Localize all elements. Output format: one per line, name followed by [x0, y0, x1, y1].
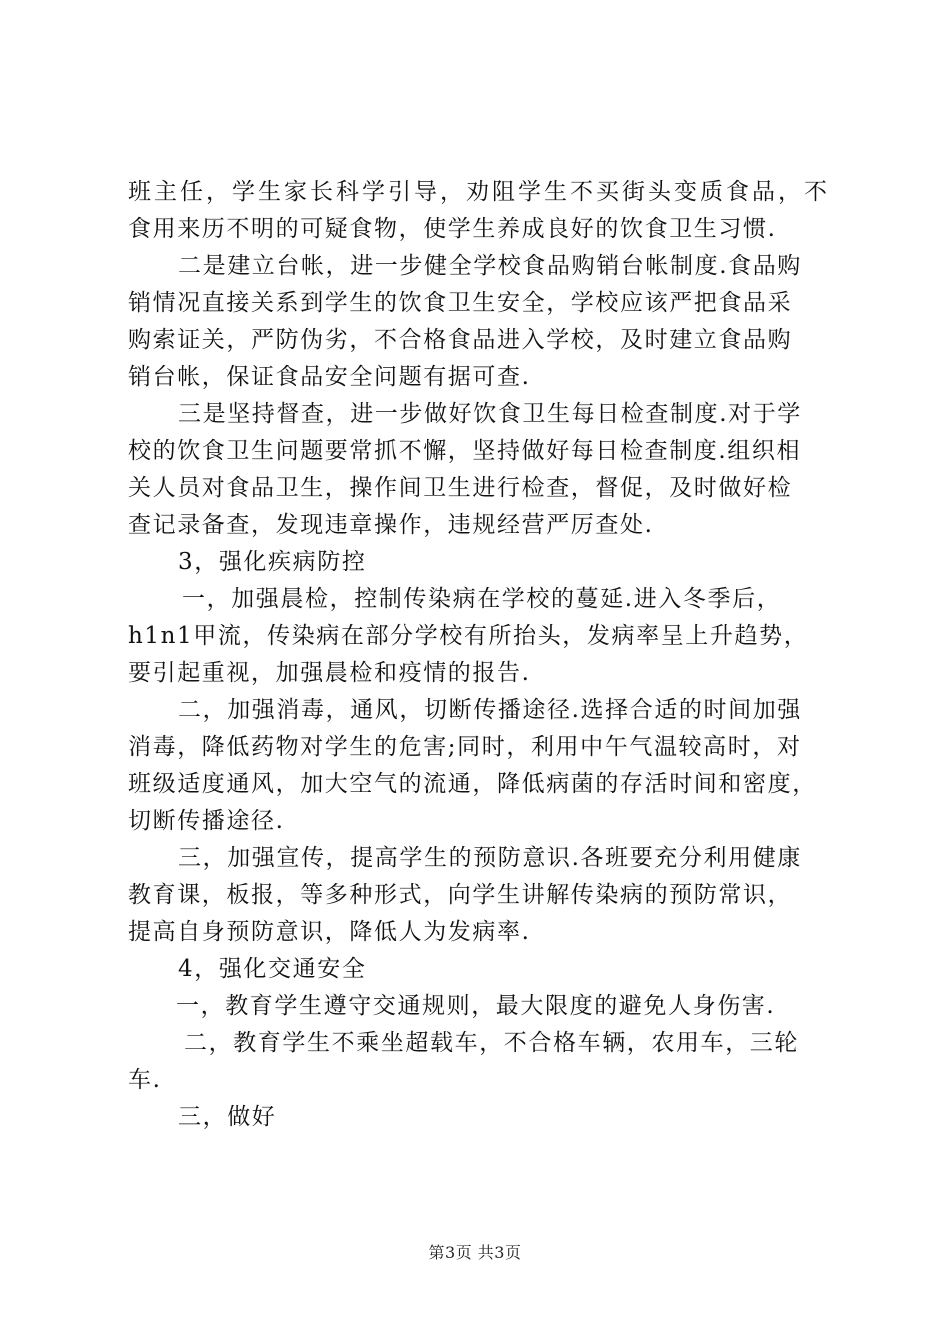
text-line: 三，做好 [178, 1104, 277, 1130]
text-line: 一，加强晨检，控制传染病在学校的蔓延.进入冬季后， [182, 586, 782, 612]
text-line: 教育课，板报，等多种形式，向学生讲解传染病的预防常识， [128, 882, 793, 908]
document-body [128, 174, 838, 1136]
text-line: 要引起重视，加强晨检和疫情的报告. [128, 660, 531, 686]
text-line: 消毒，降低药物对学生的危害;同时，利用中午气温较高时，对 [128, 734, 802, 760]
text-line: 查记录备查，发现违章操作，违规经营严厉查处. [128, 512, 654, 538]
text-line: 销情况直接关系到学生的饮食卫生安全，学校应该严把食品采 [128, 290, 793, 316]
text-line: 二是建立台帐，进一步健全学校食品购销台帐制度.食品购 [178, 253, 802, 279]
text-line: 校的饮食卫生问题要常抓不懈，坚持做好每日检查制度.组织相 [128, 438, 802, 464]
text-line: 二，教育学生不乘坐超载车，不合格车辆，农用车，三轮 [184, 1030, 799, 1056]
text-line: 班级适度通风，加大空气的流通，降低病菌的存活时间和密度， [128, 771, 817, 797]
text-line: 班主任，学生家长科学引导，劝阻学生不买街头变质食品，不 [128, 179, 830, 205]
text-line: 食用来历不明的可疑食物，使学生养成良好的饮食卫生习惯. [128, 216, 777, 242]
text-line: h1n1甲流，传染病在部分学校有所抬头，发病率呈上升趋势， [128, 623, 809, 649]
text-line: 购索证关，严防伪劣，不合格食品进入学校，及时建立食品购 [128, 327, 793, 353]
page-number-footer: 第3页 共3页 [428, 1243, 522, 1262]
text-line: 关人员对食品卫生，操作间卫生进行检查，督促，及时做好检 [128, 475, 793, 501]
text-line: 二，加强消毒，通风，切断传播途径.选择合适的时间加强 [178, 697, 802, 723]
text-line: 三是坚持督查，进一步做好饮食卫生每日检查制度.对于学 [178, 401, 802, 427]
text-line: 提高自身预防意识，降低人为发病率. [128, 919, 531, 945]
section-heading: 3，强化疾病防控 [178, 549, 367, 575]
text-line: 销台帐，保证食品安全问题有据可查. [128, 364, 531, 390]
text-line: 车. [128, 1067, 162, 1093]
section-heading: 4，强化交通安全 [178, 956, 367, 982]
text-line: 切断传播途径. [128, 808, 285, 834]
text-line: 一，教育学生遵守交通规则，最大限度的避免人身伤害. [176, 993, 776, 1019]
text-line: 三，加强宣传，提高学生的预防意识.各班要充分利用健康 [178, 845, 802, 871]
